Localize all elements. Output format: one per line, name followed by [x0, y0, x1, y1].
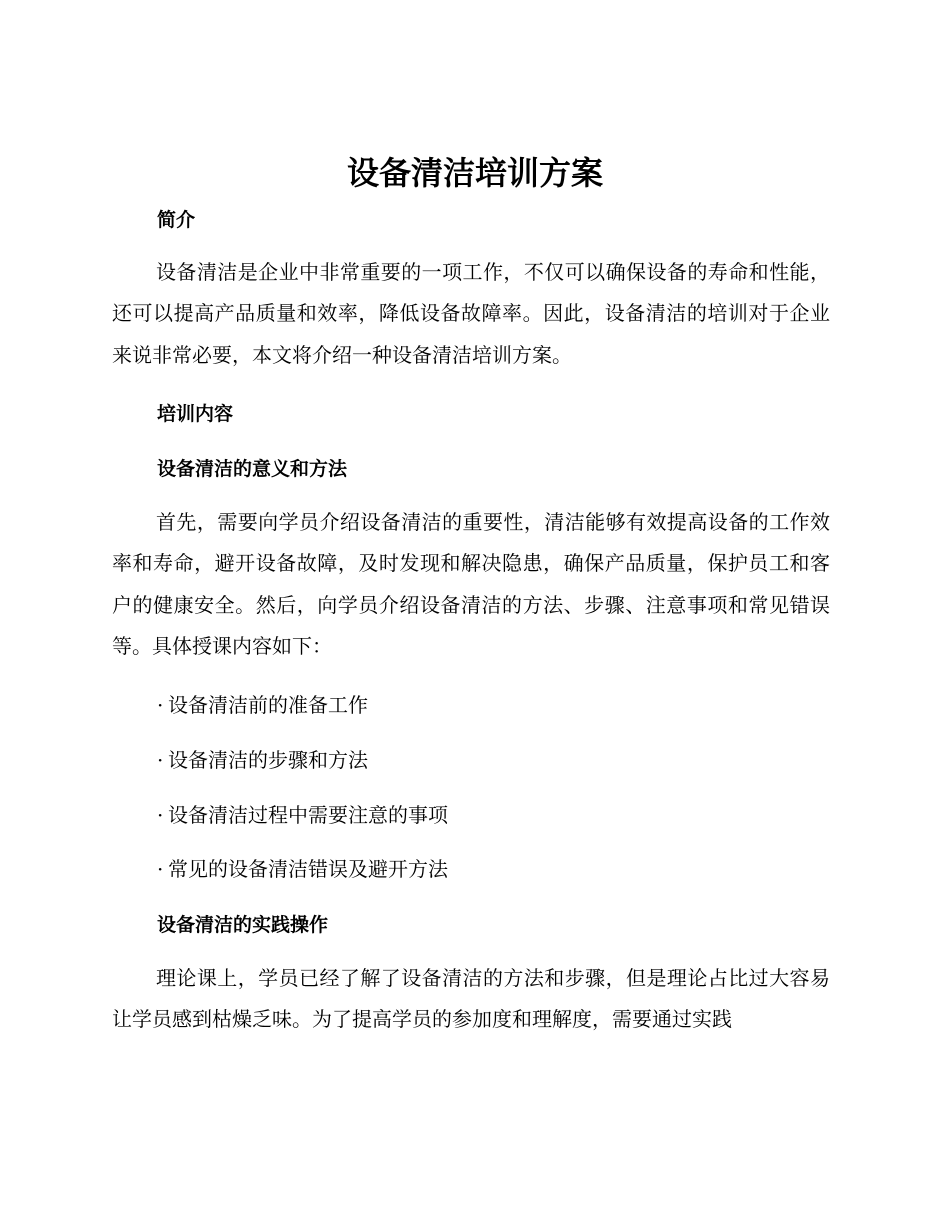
list-item	[157, 747, 837, 773]
document-title: 设备清洁培训方案	[346, 154, 603, 192]
list-item-text: 常见的设备清洁错误及避开方法	[168, 857, 448, 881]
training-content-heading: 培训内容	[157, 403, 234, 425]
intro-heading: 简介	[157, 209, 196, 231]
list-item	[157, 692, 837, 718]
bullet-marker: ·	[157, 748, 164, 772]
list-item	[157, 802, 837, 828]
bullet-marker: ·	[157, 857, 164, 881]
list-item-text: 设备清洁的步骤和方法	[168, 748, 368, 772]
bullet-marker: ·	[157, 803, 164, 827]
list-item-text: 设备清洁前的准备工作	[168, 693, 368, 717]
bullet-marker: ·	[157, 693, 164, 717]
section-practice-paragraph: 理论课上，学员已经了解了设备清洁的方法和步骤，但是理论占比过大容易让学员感到枯燥乏味。为了提高学员的参加度和理解度，需要通过实践	[112, 966, 830, 1032]
intro-paragraph: 设备清洁是企业中非常重要的一项工作，不仅可以确保设备的寿命和性能，还可以提高产品质量和效率，降低设备故障率。因此，设备清洁的培训对于企业来说非常必要，本文将介绍一种设备清洁培训方案。	[112, 260, 830, 367]
section-practice-heading: 设备清洁的实践操作	[157, 914, 329, 936]
list-item	[157, 856, 837, 882]
list-item-text: 设备清洁过程中需要注意的事项	[168, 803, 448, 827]
section-meaning-methods-paragraph: 首先，需要向学员介绍设备清洁的重要性，清洁能够有效提高设备的工作效率和寿命，避开设备故障，及时发现和解决隐患，确保产品质量，保护员工和客户的健康安全。然后，向学员介绍设备清洁的方法、步骤、注意事项和常见错误等。具体授课内容如下：	[112, 510, 830, 658]
section-meaning-methods-heading: 设备清洁的意义和方法	[157, 458, 348, 480]
